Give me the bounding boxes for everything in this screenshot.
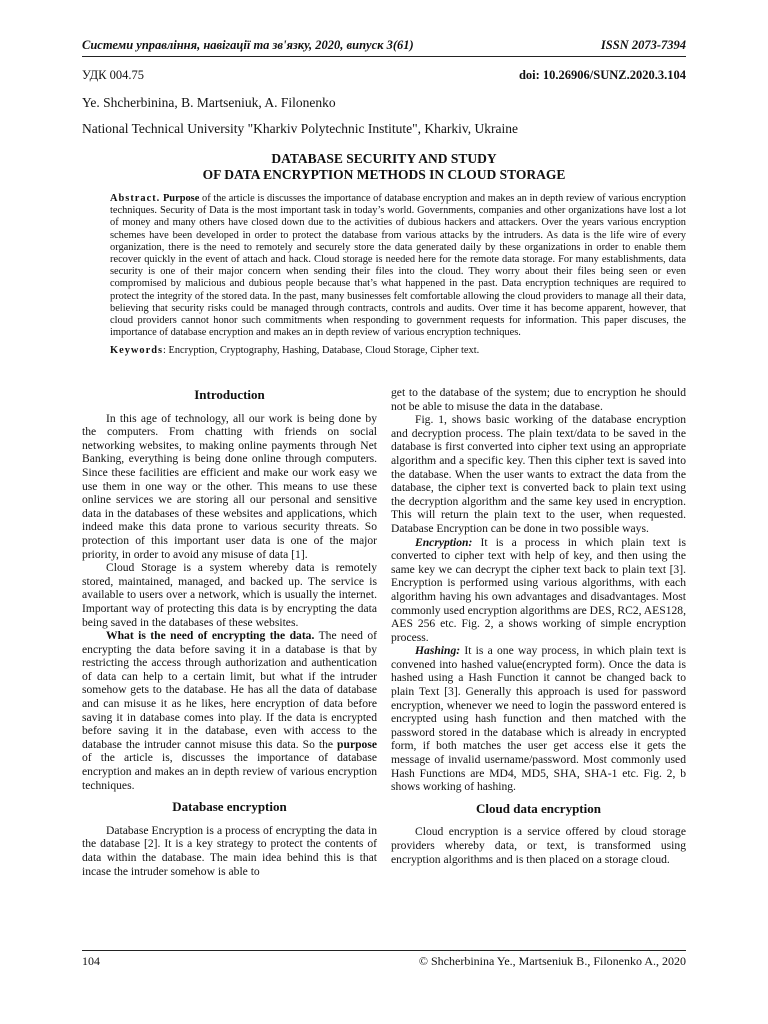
article-title xyxy=(82,151,686,183)
paragraph: Database Encryption is a process of encrypting the data in the database [2]. It is a key strategy to protect the contents of data within the database. The main idea behind this is that incase the intruder somehow is able to xyxy=(82,823,377,878)
page-footer xyxy=(82,950,686,969)
article-meta xyxy=(82,68,686,83)
paragraph: get to the database of the system; due to encryption he should not be able to misuse the data in the database. xyxy=(391,386,686,413)
paragraph xyxy=(391,536,686,645)
copyright: © Shcherbinina Ye., Martseniuk B., Filonenko A., 2020 xyxy=(418,954,686,968)
journal-name: Системи управління, навігації та зв'язку, 2020, випуск 3(61) xyxy=(82,38,414,52)
section-heading-cloud-data-encryption: Cloud data encryption xyxy=(476,800,601,816)
affiliation: National Technical University "Kharkiv Polytechnic Institute", Kharkiv, Ukraine xyxy=(82,121,518,136)
right-column xyxy=(391,386,686,878)
paragraph: Cloud Storage is a system whereby data is remotely stored, maintained, managed, and backed up. The service is available to users over a network, which is usually the internet. Important way of protecting this data is by encrypting the data being saved in the databases of these websites. xyxy=(82,561,377,629)
title-line-1: DATABASE SECURITY AND STUDY xyxy=(271,151,497,166)
keywords xyxy=(110,345,686,357)
paragraph: In this age of technology, all our work is being done by the computers. From chatting with friends on social networking websites, to making online payments through Net Banking, everything is being done online through computers. Since these facilities are efficient and make our work easy we use them in one way or the other. This means to use these online services we are storing all our personal and sensitive data in the databases of these websites and applications, which indeed make this data prone to various security threats. So protection of this important user data is one of the major priority, in order to avoid any misuse of data [1]. xyxy=(82,411,377,561)
hashing-label: Hashing: xyxy=(415,644,461,658)
paragraph: Fig. 1, shows basic working of the database encryption and decryption process. The plain text/data to be saved in the database is first converted into cipher text using an appropriate algorithm and a specific key. Then this cipher text is saved into the database. When the user wants to extract the data from the database, the cipher text is converted back to plain text using the decryption algorithm and the same key used in encryption. This will return the plain text to the user, when requested. Database Encryption can be done in two possible ways. xyxy=(391,413,686,535)
paragraph-text: It is a process in which plain text is converted to cipher text with help of key, and then using the same key we can decrypt the cipher text back to plain text [3]. Encryption is performed using various algorithms, with each algorithm having his own advantages and disadvantages. Most commonly used encryption algorithms are DES, RC2, AES128, AES 256 etc. Fig. 2, a shows working of simple encryption process. xyxy=(391,535,686,644)
abstract-purpose-label: Purpose xyxy=(162,193,200,204)
paragraph-text: It is a one way process, in which plain text is convened into hashed value(encrypted form). Once the data is hashed using a Hash Function it cannot be changed back to plain Text [3]. Generally this approach is used for password encryption, whenever we need to login the password entered is encrypted using hash function and then matched with the password stored in the database which is already in encrypted form, if both matches the user get access else it gets the message of invalid username/password. Most commonly used Hash Functions are MD4, MD5, SHA, SHA-1 etc. Fig. 2, b shows working of hashing. xyxy=(391,644,686,794)
section-heading-introduction: Introduction xyxy=(194,387,265,402)
keywords-label: Keywords xyxy=(110,345,164,357)
doi: doi: 10.26906/SUNZ.2020.3.104 xyxy=(518,68,686,82)
paragraph xyxy=(391,644,686,794)
keywords-text: : Encryption, Cryptography, Hashing, Database, Cloud Storage, Cipher text. xyxy=(163,345,480,357)
inline-heading: What is the need of encrypting the data. xyxy=(106,629,315,643)
page-header-block xyxy=(82,38,686,358)
paragraph-text: of the article is, discusses the importance of database encryption and makes an in depth review of various encryption techniques. xyxy=(82,751,377,792)
left-column xyxy=(82,386,377,878)
paragraph-text: The need of encrypting the data before saving it in a database is that by restricting the access through authorization and authentication of data can help to a certain limit, but what if the intruder somehow gets to the database. He has all the data of database and can misuse it as he likes, here encryption of data before saving it in database comes into play. If the data is encrypted before saving it in the database, even with access to the database the intruder cannot misuse this data. So the xyxy=(82,629,378,751)
abstract-text: of the article is discusses the importance of database encryption and makes an in depth review of various encryption techniques. Security of Data is the most important task in today’s world. Governments, companies and other organizations have lost a lot of money and many others have closed down due to the activities of dubious hackers and attackers. Over the years various encryption schemes have been developed in order to protect the database from various attacks by the intruders. As data is the life wire of every organization, there is the need to remotely and securely store the data generated daily by these organizations in order to enable them recover quickly in the event of attach and hack. Cloud storage is needed here for the remote data storage. For many establishments, data security is one of their major concern when sending their files into the cloud. They worry about their files being seen or even compromised by malicious and dubious people because that’s what happened in the past. Data encryption techniques are required to protect the integrity of the stored data. In the past, many businesses felt comfortable allowing the cloud providers to manage all their data, believing that security risks could be managed through contracts, controls and audits. Over time it has become apparent, however, that cloud providers cannot honor such commitments when responding to government requests for information. This paper discuses, the importance of database encryption and makes an in depth review of various encryption techniques. xyxy=(110,193,686,339)
purpose-emphasis: purpose xyxy=(337,737,377,751)
paragraph xyxy=(82,629,377,792)
paragraph: Cloud encryption is a service offered by cloud storage providers whereby data, or text, is transformed using encryption algorithms and is then placed on a storage cloud. xyxy=(391,825,686,866)
section-heading-database-encryption: Database encryption xyxy=(172,799,287,815)
abstract xyxy=(110,193,686,339)
issn: ISSN 2073-7394 xyxy=(600,38,686,52)
page-number: 104 xyxy=(82,954,100,968)
body-columns xyxy=(82,386,686,878)
encryption-label: Encryption: xyxy=(415,535,473,549)
authors: Ye. Shcherbinina, B. Martseniuk, A. Filonenko xyxy=(82,95,336,110)
udc-code: УДК 004.75 xyxy=(82,68,144,82)
title-line-2: OF DATA ENCRYPTION METHODS IN CLOUD STORAGE xyxy=(202,167,566,182)
abstract-label: Abstract. xyxy=(110,193,161,204)
running-header xyxy=(82,38,686,57)
